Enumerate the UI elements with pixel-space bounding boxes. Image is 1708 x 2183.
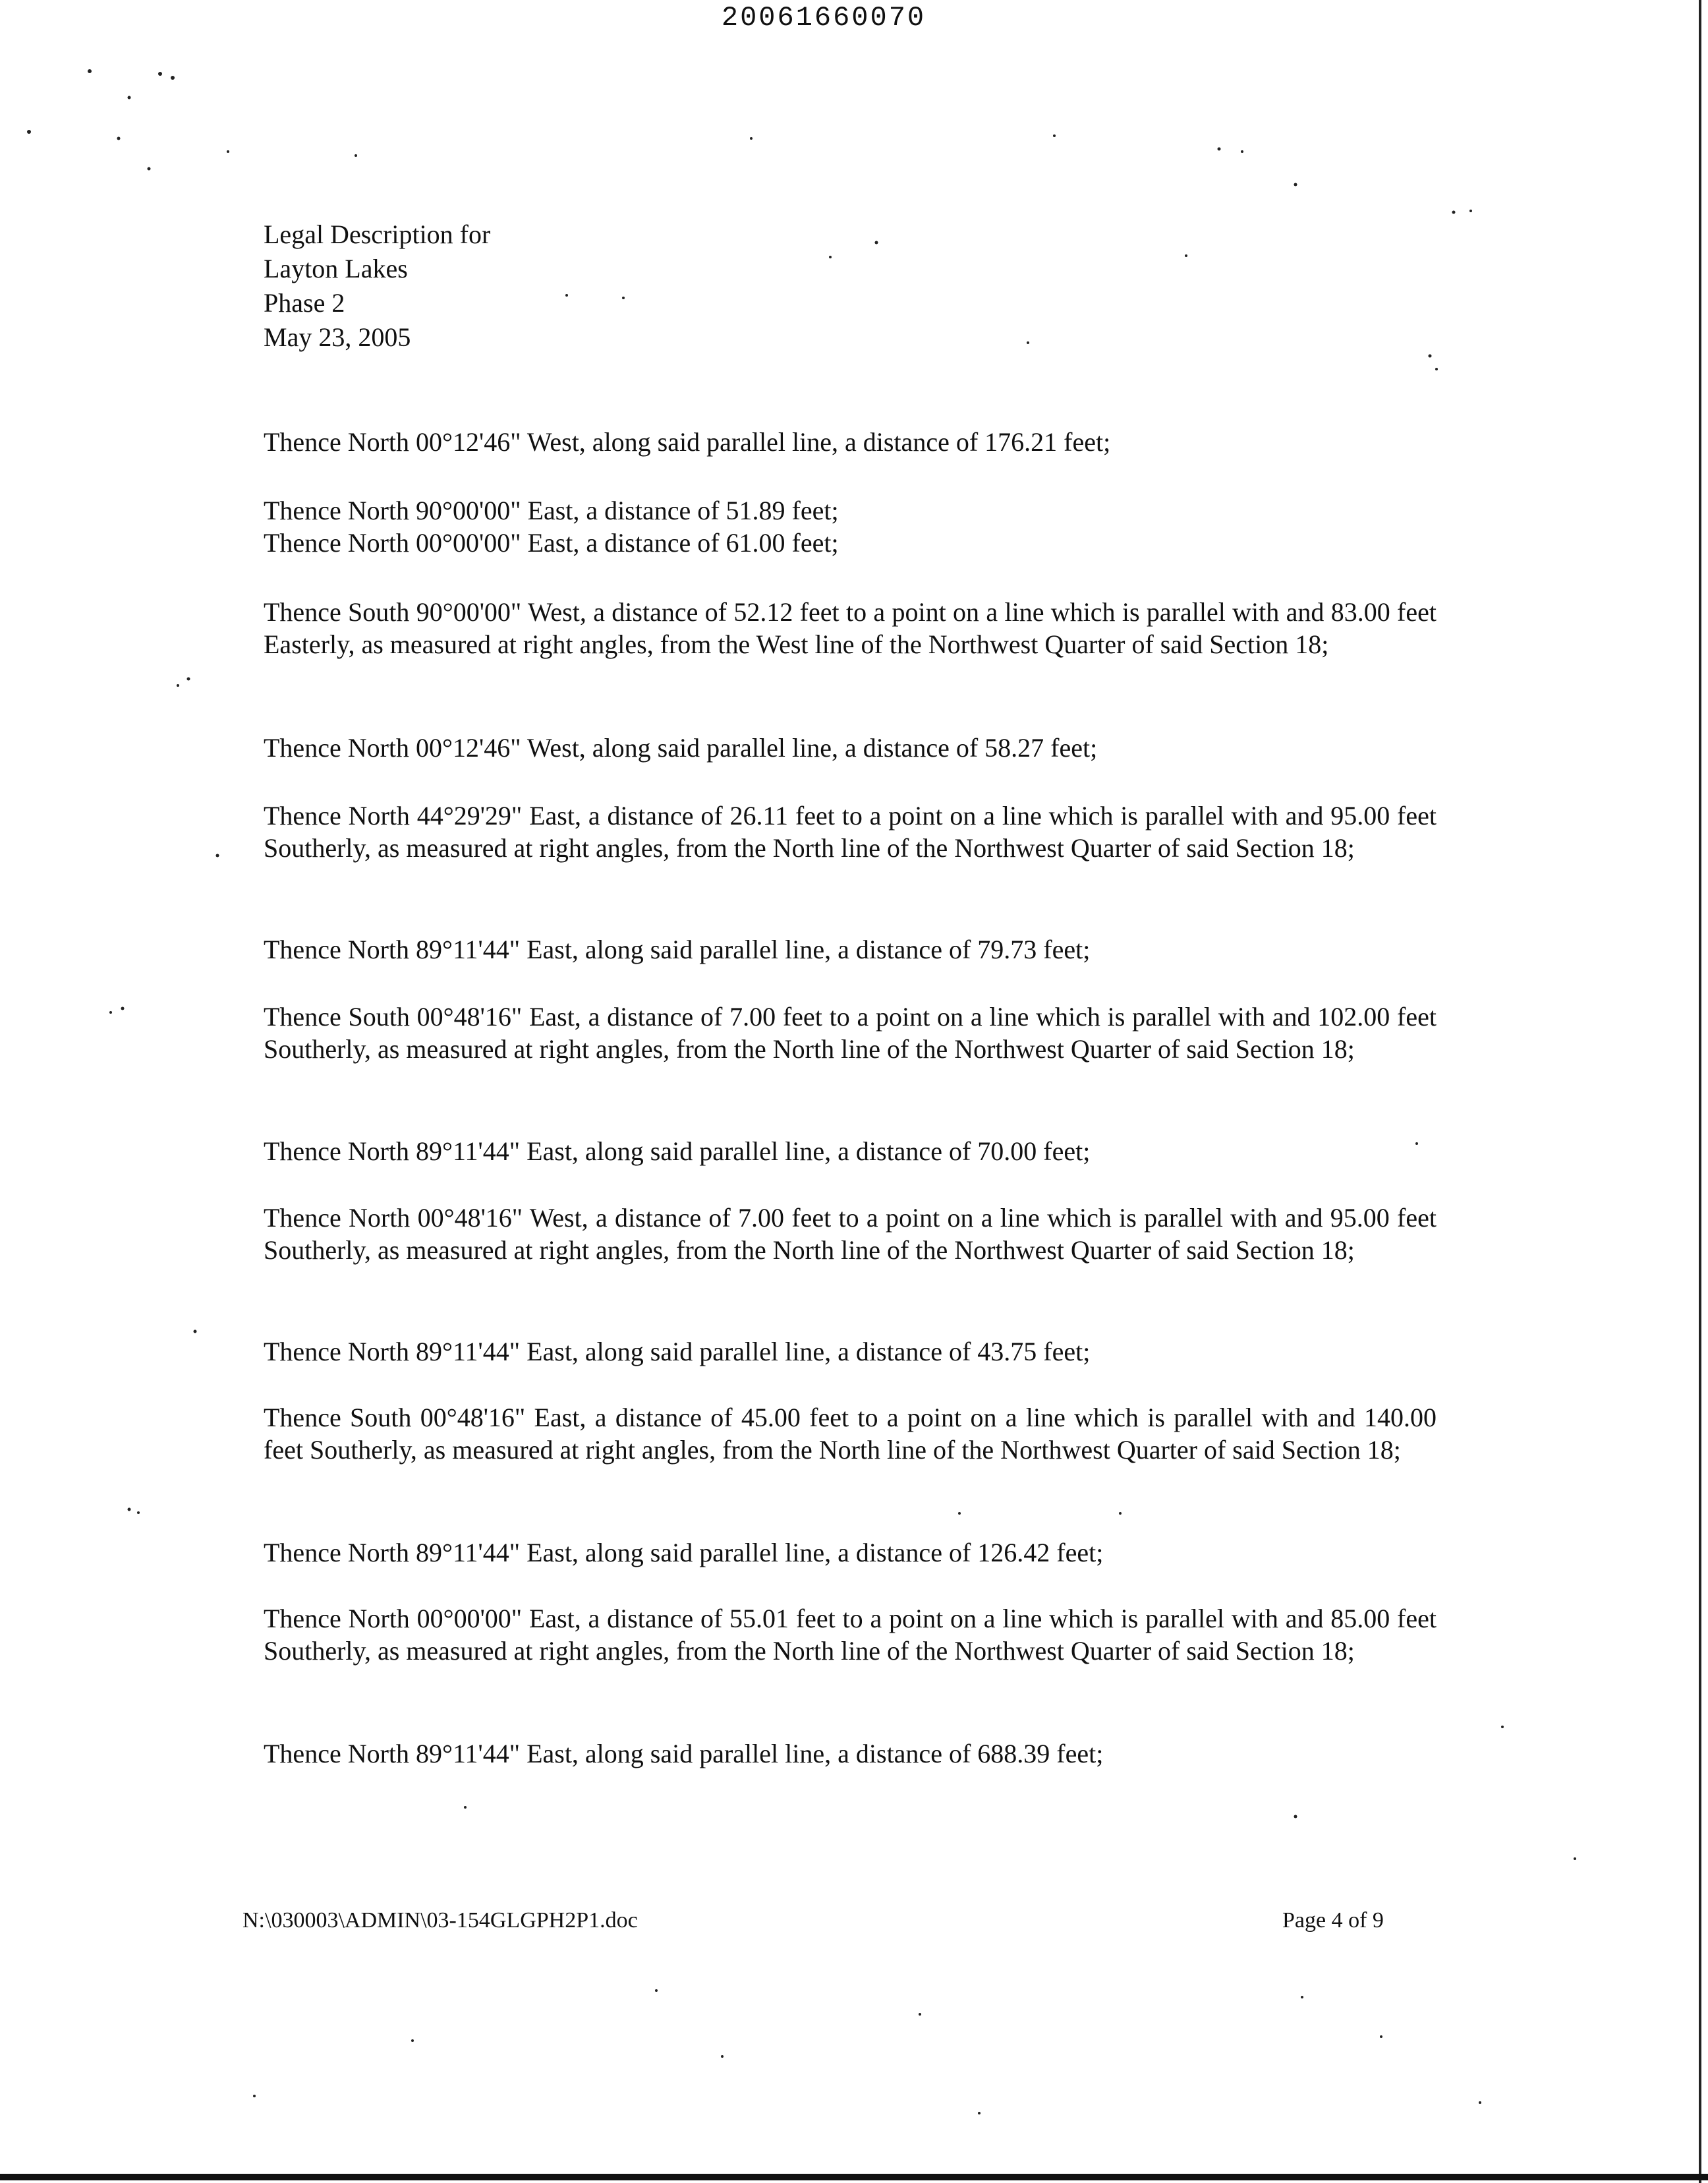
footer-file-path: N:\030003\ADMIN\03-154GLGPH2P1.doc	[242, 1908, 638, 1933]
page-edge-bottom	[0, 2174, 1708, 2180]
course-paragraph: Thence North 00°00'00" East, a distance of 55.01 feet to a point on a line which is parallel with and 85.00 feet Southerly, as measured at right angles, from the North line of the Northwest Quarter of said Section 18;	[264, 1604, 1437, 1666]
course-paragraph: Thence North 89°11'44" East, along said parallel line, a distance of 688.39 feet;	[264, 1739, 1104, 1768]
header-title: Legal Description for	[264, 219, 491, 249]
course-paragraph: Thence South 00°48'16" East, a distance of 7.00 feet to a point on a line which is parallel with and 102.00 feet Southerly, as measured at right angles, from the North line of the Northwest Quarter of said Section 18;	[264, 1002, 1437, 1064]
document-header	[264, 218, 490, 355]
course-paragraph: Thence North 89°11'44" East, along said parallel line, a distance of 43.75 feet;	[264, 1337, 1091, 1366]
course-paragraph: Thence North 00°00'00" East, a distance of 61.00 feet;	[264, 528, 839, 558]
page-edge-right	[1699, 0, 1701, 2183]
course-paragraph: Thence North 44°29'29" East, a distance of 26.11 feet to a point on a line which is parallel with and 95.00 feet Southerly, as measured at right angles, from the North line of the Northwest Quarter of said Section 18;	[264, 801, 1437, 863]
course-paragraph: Thence North 89°11'44" East, along said parallel line, a distance of 79.73 feet;	[264, 935, 1091, 964]
course-paragraph: Thence North 00°48'16" West, a distance of 7.00 feet to a point on a line which is parallel with and 95.00 feet Southerly, as measured at right angles, from the North line of the Northwest Quarter of said Section 18;	[264, 1203, 1437, 1265]
course-paragraph: Thence North 90°00'00" East, a distance of 51.89 feet;	[264, 496, 839, 525]
course-paragraph: Thence North 89°11'44" East, along said parallel line, a distance of 70.00 feet;	[264, 1136, 1091, 1166]
header-date: May 23, 2005	[264, 322, 411, 352]
header-phase: Phase 2	[264, 288, 345, 318]
course-paragraph: Thence South 90°00'00" West, a distance of 52.12 feet to a point on a line which is parallel with and 83.00 feet Easterly, as measured at right angles, from the West line of the Northwest Quarter of said Section 18;	[264, 597, 1437, 659]
course-paragraph: Thence South 00°48'16" East, a distance of 45.00 feet to a point on a line which is parallel with and 140.00 feet Southerly, as measured at right angles, from the North line of the Northwest Quarter of said Section 18;	[264, 1403, 1437, 1465]
header-project: Layton Lakes	[264, 254, 408, 283]
course-paragraph: Thence North 00°12'46" West, along said parallel line, a distance of 176.21 feet;	[264, 427, 1111, 457]
page-number: Page 4 of 9	[1282, 1908, 1384, 1933]
document-number: 20061660070	[721, 2, 926, 34]
course-paragraph: Thence North 00°12'46" West, along said parallel line, a distance of 58.27 feet;	[264, 733, 1098, 763]
course-paragraph: Thence North 89°11'44" East, along said parallel line, a distance of 126.42 feet;	[264, 1538, 1104, 1567]
